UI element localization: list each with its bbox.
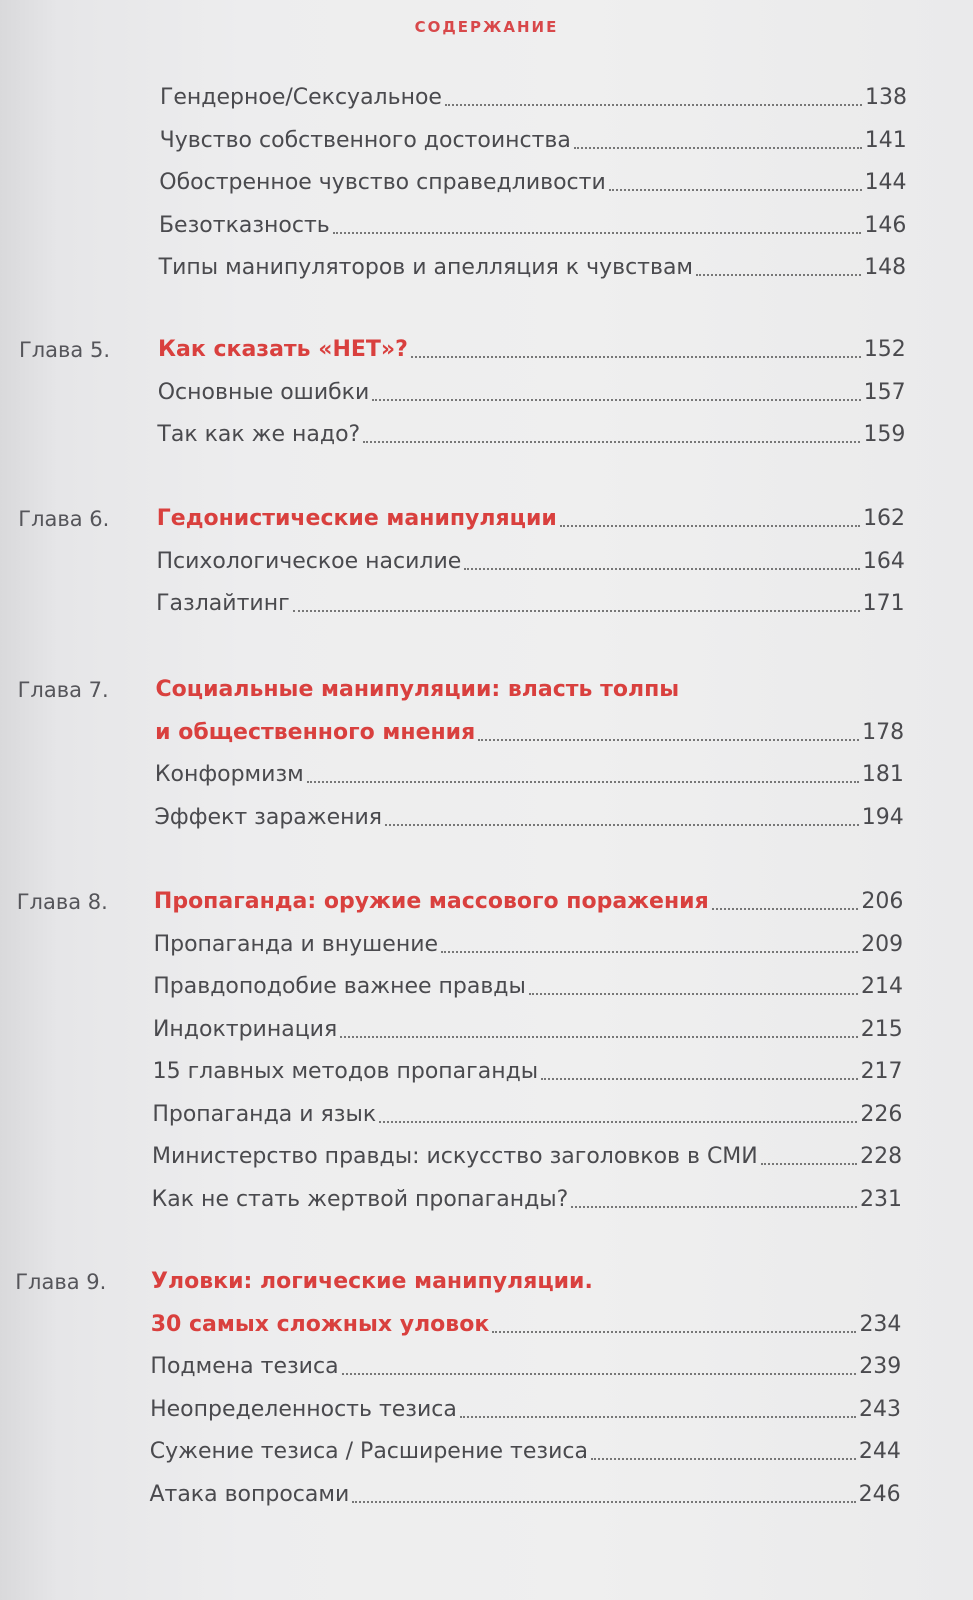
dot-leader	[445, 104, 862, 106]
entry-title: Гедонистические манипуляции	[156, 506, 557, 531]
entry-title: Гендерное/Сексуальное	[159, 85, 442, 110]
entry-title: Пропаганда и язык	[152, 1101, 377, 1127]
dot-leader	[464, 568, 860, 570]
dot-leader	[761, 1163, 857, 1165]
entry-page-number: 226	[860, 1101, 903, 1127]
toc-entry[interactable]	[160, 82, 907, 114]
entry-page-number: 228	[860, 1144, 903, 1169]
dot-leader	[441, 951, 858, 953]
chapter-title[interactable]: Социальные манипуляции: власть толпы	[155, 677, 680, 702]
entry-page-number: 206	[861, 889, 904, 914]
dot-leader	[492, 1331, 856, 1333]
toc-entry[interactable]	[152, 1141, 902, 1173]
entry-title: Пропаганда и внушение	[153, 931, 439, 957]
chapter-title[interactable]	[157, 503, 905, 535]
entry-page-number: 217	[860, 1059, 903, 1084]
toc-entry[interactable]	[155, 759, 904, 791]
entry-page-number: 141	[864, 127, 907, 153]
dot-leader	[696, 274, 861, 276]
dot-leader	[333, 232, 862, 234]
dot-leader	[340, 1036, 858, 1038]
toc-entry[interactable]	[156, 588, 905, 620]
entry-page-number: 209	[861, 931, 904, 957]
toc-entry[interactable]	[155, 802, 904, 834]
chapter-title[interactable]	[151, 1309, 902, 1341]
dot-leader	[591, 1458, 856, 1460]
toc-entry[interactable]	[159, 167, 906, 199]
entry-title: Так как же надо?	[157, 422, 361, 447]
entry-page-number: 171	[862, 591, 905, 616]
toc-entry[interactable]	[158, 377, 906, 409]
dot-leader	[574, 147, 862, 149]
toc-entry[interactable]	[160, 125, 907, 157]
dot-leader	[363, 441, 860, 443]
entry-title: и общественного мнения	[155, 719, 476, 745]
toc-entry[interactable]	[154, 929, 904, 961]
entry-title: Сужение тезиса / Расширение тезиса	[149, 1439, 588, 1464]
entry-page-number: 243	[859, 1396, 902, 1422]
toc-entry[interactable]	[152, 1099, 902, 1131]
entry-page-number: 244	[858, 1439, 901, 1464]
toc-entry[interactable]	[149, 1479, 900, 1511]
dot-leader	[541, 1078, 857, 1080]
entry-title: Эффект заражения	[154, 804, 383, 830]
entry-page-number: 181	[861, 762, 904, 787]
dot-leader	[372, 399, 860, 401]
dot-leader	[379, 1121, 857, 1123]
entry-title: Обостренное чувство справедливости	[159, 170, 606, 195]
entry-page-number: 234	[859, 1311, 902, 1337]
dot-leader	[571, 1206, 857, 1208]
dot-leader	[560, 525, 860, 527]
entry-title: Психологическое насилие	[156, 548, 462, 574]
toc-entry[interactable]	[157, 419, 905, 451]
toc-entry[interactable]	[159, 210, 906, 242]
entry-page-number: 215	[860, 1016, 903, 1042]
entry-title: Как сказать «НЕТ»?	[158, 337, 408, 362]
dot-leader	[609, 189, 862, 191]
entry-title: 30 самых сложных уловок	[150, 1311, 490, 1337]
chapter-title[interactable]: Уловки: логические манипуляции.	[151, 1269, 593, 1294]
chapter-title[interactable]	[155, 717, 904, 749]
dot-leader	[307, 781, 859, 783]
toc-entry[interactable]	[150, 1351, 901, 1383]
toc-entry[interactable]	[152, 1184, 902, 1216]
entry-title: Подмена тезиса	[150, 1354, 339, 1379]
dot-leader	[529, 993, 858, 995]
dot-leader	[411, 356, 861, 358]
dot-leader	[712, 908, 859, 910]
dot-leader	[385, 824, 859, 826]
entry-title: Конформизм	[154, 762, 304, 787]
dot-leader	[460, 1416, 856, 1418]
dot-leader	[352, 1501, 855, 1503]
dot-leader	[342, 1373, 857, 1375]
entry-page-number: 148	[864, 255, 907, 280]
running-head: СОДЕРЖАНИЕ	[414, 18, 559, 36]
entry-title: Безотказность	[158, 212, 330, 238]
entry-page-number: 152	[863, 337, 906, 362]
entry-page-number: 214	[860, 974, 903, 999]
chapter-number: Глава 7.	[17, 678, 109, 702]
entry-title: Типы манипуляторов и апелляция к чувствам	[158, 255, 694, 280]
entry-page-number: 138	[864, 85, 907, 110]
toc-entry[interactable]	[156, 546, 904, 578]
entry-title: Министерство правды: искусство заголовков в СМИ	[151, 1144, 758, 1169]
toc-entry[interactable]	[153, 1014, 903, 1046]
toc-entry[interactable]	[153, 1056, 903, 1088]
chapter-number: Глава 8.	[16, 890, 108, 914]
toc-entry[interactable]	[153, 971, 903, 1003]
entry-title: Газлайтинг	[156, 591, 290, 616]
entry-title: Правдоподобие важнее правды	[153, 974, 526, 999]
entry-title: Атака вопросами	[149, 1481, 350, 1507]
entry-page-number: 159	[863, 422, 906, 447]
entry-page-number: 194	[861, 804, 904, 830]
toc-entry[interactable]	[150, 1394, 901, 1426]
dot-leader	[478, 739, 859, 741]
entry-page-number: 157	[863, 379, 906, 405]
entry-page-number: 178	[862, 719, 905, 745]
entry-page-number: 162	[863, 506, 906, 531]
toc-entry[interactable]	[150, 1436, 901, 1468]
entry-title: Пропаганда: оружие массового поражения	[153, 889, 709, 914]
chapter-title[interactable]	[158, 334, 906, 366]
chapter-number: Глава 6.	[18, 507, 110, 531]
entry-title: 15 главных методов пропаганды	[152, 1059, 539, 1084]
toc-entry[interactable]	[159, 252, 907, 284]
entry-title: Основные ошибки	[157, 379, 370, 405]
entry-page-number: 246	[858, 1481, 901, 1507]
entry-title: Индоктринация	[152, 1016, 338, 1042]
entry-page-number: 144	[864, 170, 907, 195]
chapter-title[interactable]	[154, 886, 903, 918]
entry-title: Неопределенность тезиса	[150, 1396, 457, 1422]
entry-page-number: 164	[862, 548, 905, 574]
dot-leader	[293, 610, 860, 612]
entry-title: Чувство собственного достоинства	[159, 127, 571, 153]
entry-title: Как не стать жертвой пропаганды?	[151, 1186, 569, 1212]
chapter-number: Глава 5.	[18, 338, 111, 362]
entry-page-number: 231	[860, 1186, 902, 1212]
chapter-number: Глава 9.	[15, 1270, 107, 1294]
entry-page-number: 239	[859, 1354, 902, 1379]
entry-page-number: 146	[864, 212, 907, 238]
